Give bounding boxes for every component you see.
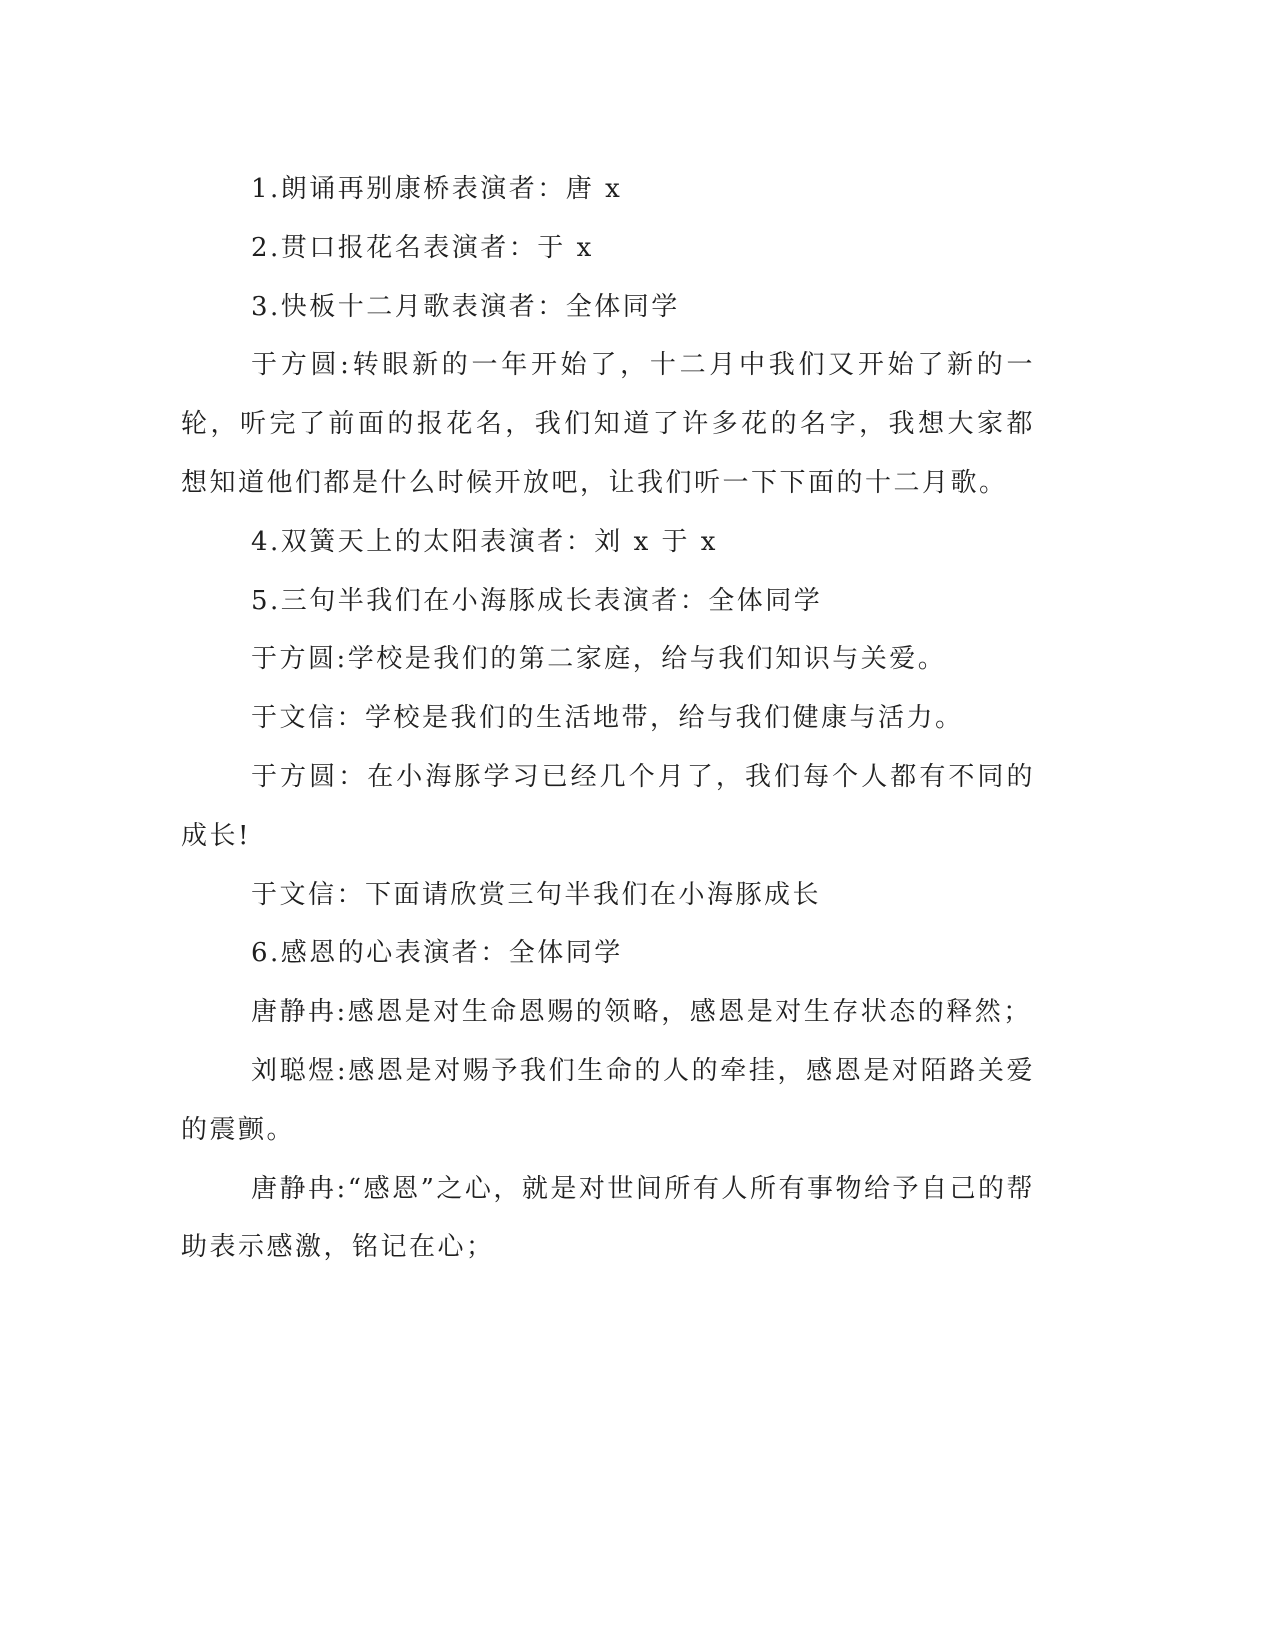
host-line: 于方圆:学校是我们的第二家庭，给与我们知识与关爱。	[251, 644, 947, 675]
host-line: 于方圆：在小海豚学习已经几个月了，我们每个人都有不同的成长!	[181, 761, 1035, 851]
host-line: 唐静冉:感恩是对生命恩赐的领略，感恩是对生存状态的释然；	[251, 997, 1032, 1028]
program-item-2: 2.贯口报花名表演者：于 x	[251, 232, 594, 263]
program-item-6: 6.感恩的心表演者：全体同学	[251, 938, 623, 969]
program-item-3: 3.快板十二月歌表演者：全体同学	[251, 291, 680, 322]
host-line: 于方圆:转眼新的一年开始了，十二月中我们又开始了新的一轮，听完了前面的报花名，我们知道了许多花的名字，我想大家都想知道他们都是什么时候开放吧，让我们听一下下面的十二月歌。	[181, 350, 1035, 498]
program-item-5: 5.三句半我们在小海豚成长表演者：全体同学	[251, 585, 823, 616]
program-item-4: 4.双簧天上的太阳表演者：刘 x 于 x	[251, 526, 718, 557]
host-line: 于文信：下面请欣赏三句半我们在小海豚成长	[251, 879, 822, 910]
host-line: 唐静冉:“感恩”之心，就是对世间所有人所有事物给予自己的帮助表示感激，铭记在心；	[181, 1173, 1035, 1263]
program-item-1: 1.朗诵再别康桥表演者：唐 x	[251, 174, 623, 204]
host-line: 刘聪煜:感恩是对赐予我们生命的人的牵挂，感恩是对陌路关爱的震颤。	[181, 1055, 1035, 1145]
document-body	[181, 160, 1035, 1277]
host-line: 于文信：学校是我们的生活地带，给与我们健康与活力。	[251, 703, 964, 734]
